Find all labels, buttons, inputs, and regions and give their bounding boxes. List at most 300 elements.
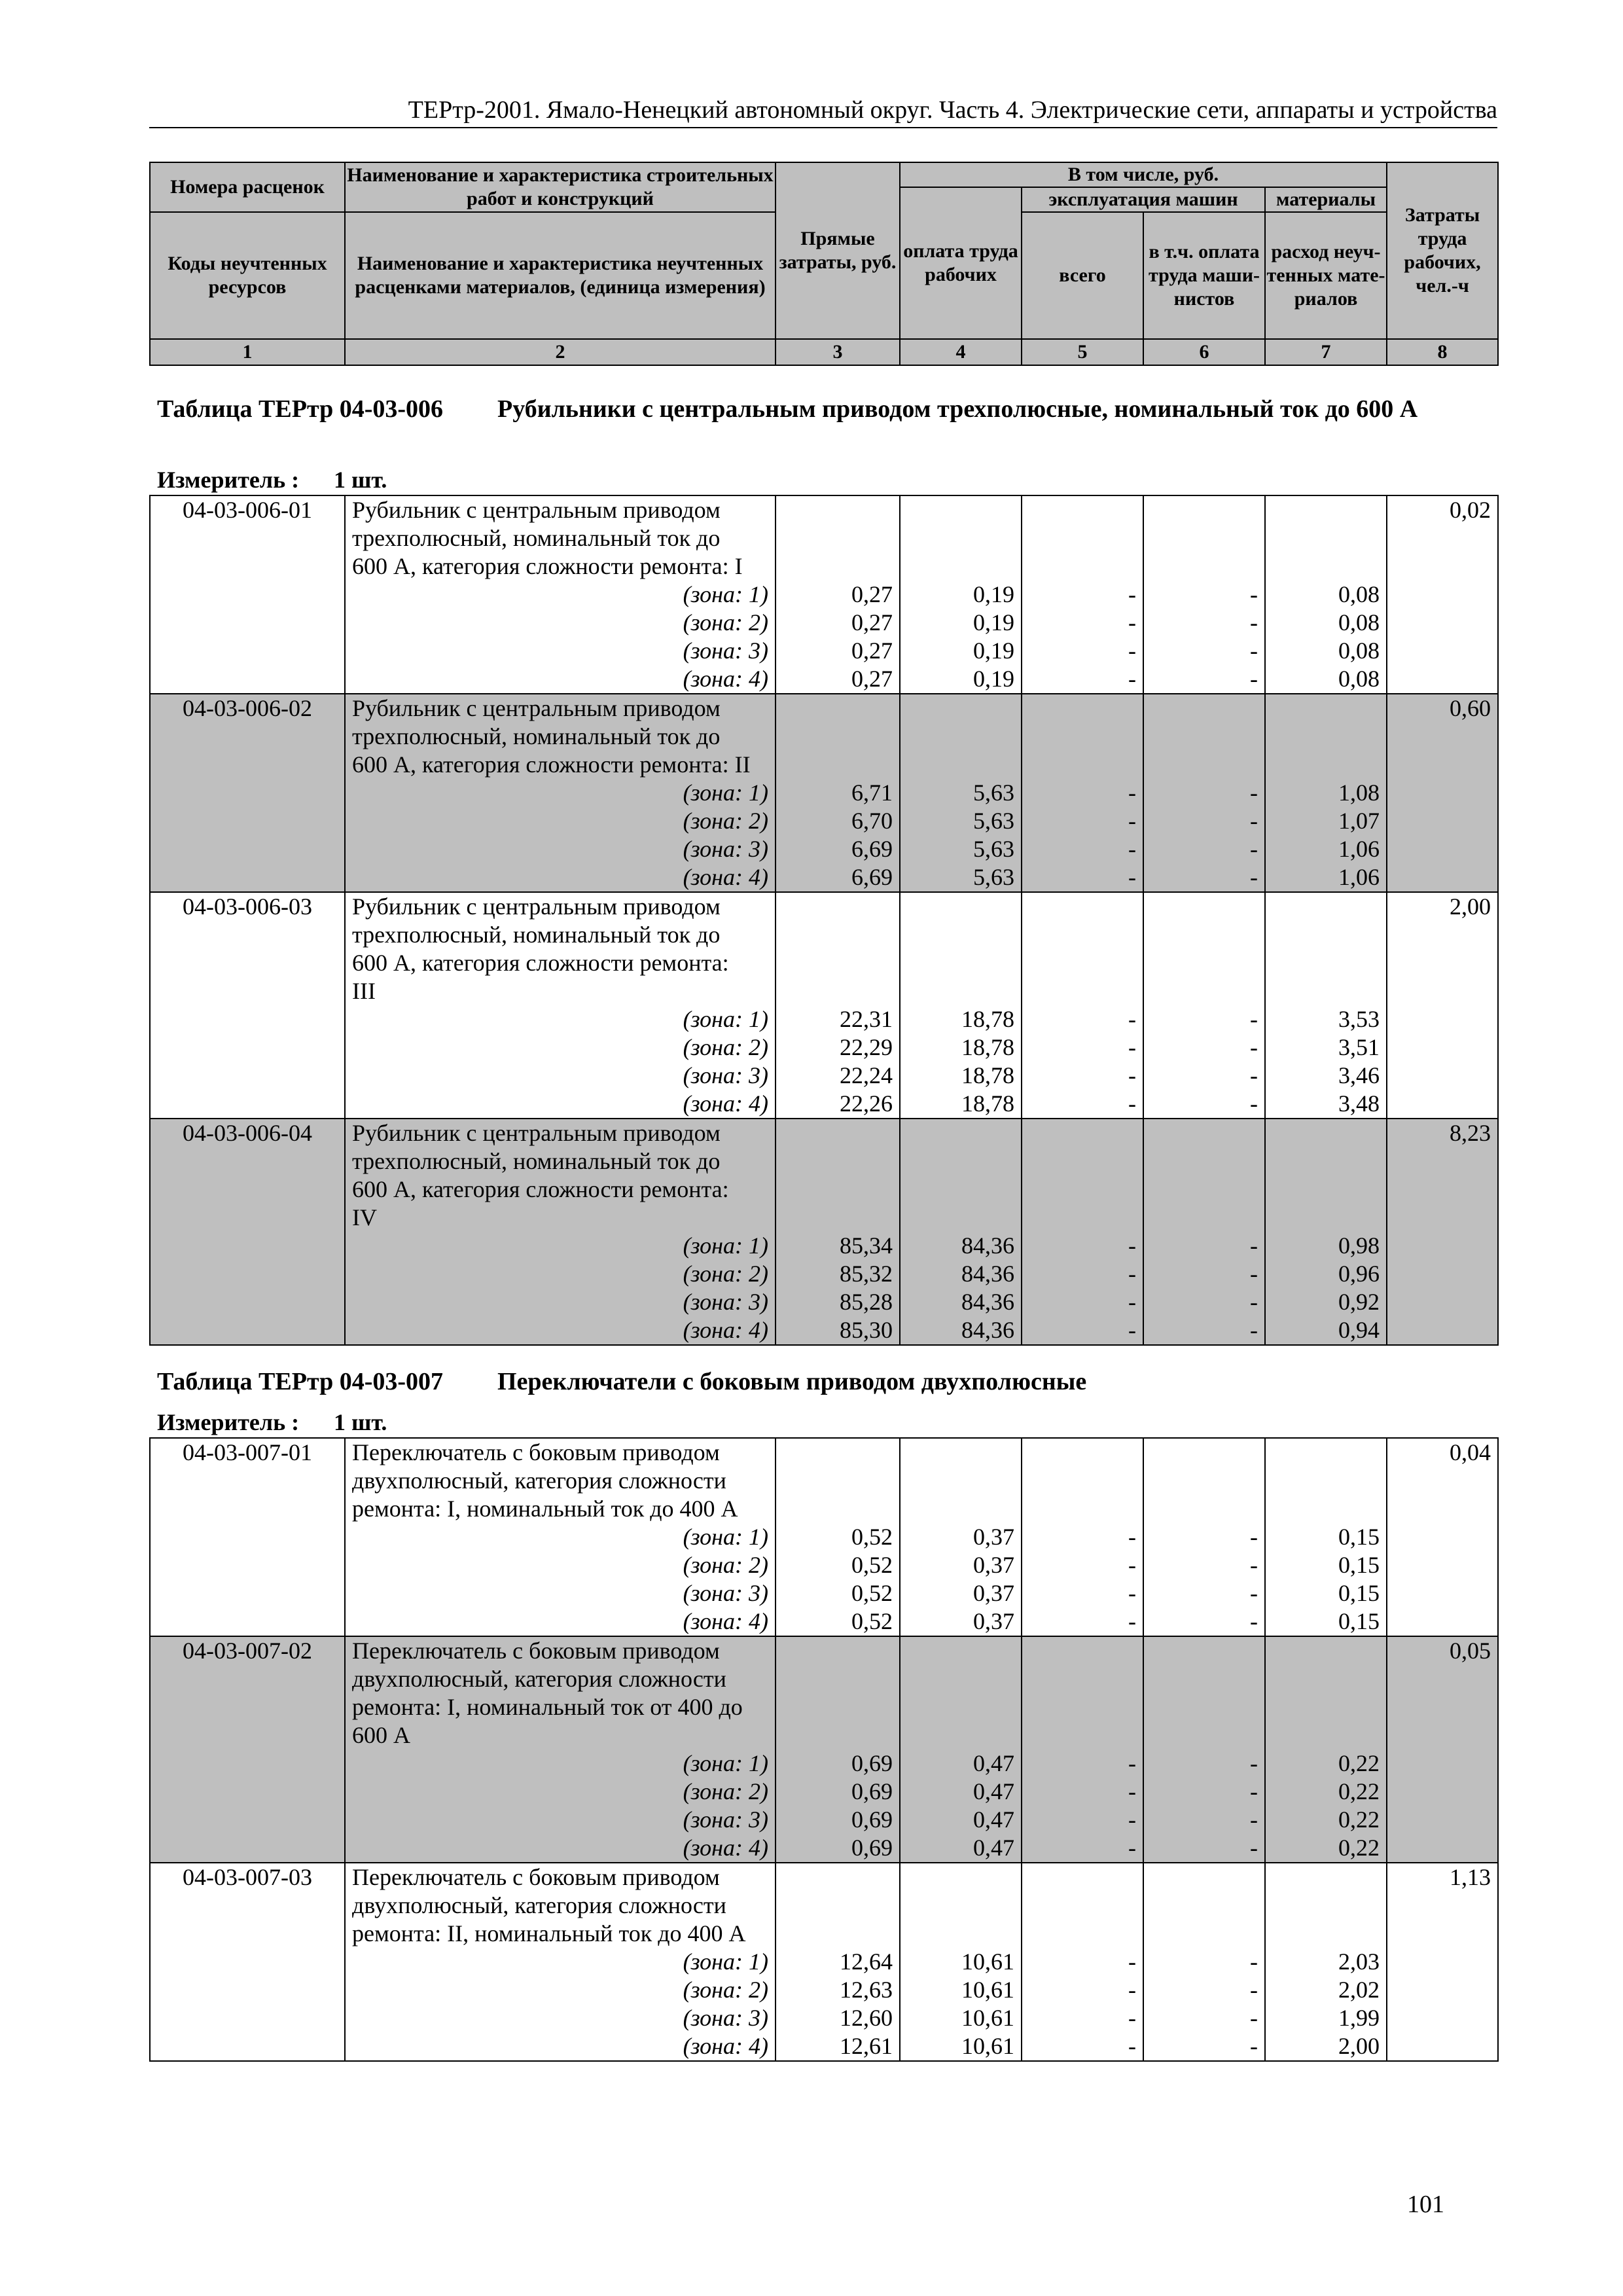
machines-total-values [1022, 495, 1143, 694]
zone-value: 0,69 [851, 1806, 893, 1833]
header-col-number: 3 [776, 339, 900, 365]
zone-value: - [1250, 1090, 1258, 1117]
description-line: двухполюсный, категория сложности [352, 1892, 726, 1918]
zone-value: - [1128, 1317, 1136, 1343]
labor-value: 2,00 [1450, 893, 1491, 920]
rate-row [150, 1438, 1498, 1636]
description-line: 600 А, категория сложности ремонта: [352, 950, 729, 976]
description-line: 600 А, категория сложности ремонта: [352, 1176, 729, 1202]
rate-row [150, 495, 1498, 694]
zone-value: 0,15 [1338, 1608, 1380, 1634]
zone-value: 6,69 [851, 864, 893, 890]
zone-label: (зона: 2) [683, 808, 768, 834]
rate-description [345, 1636, 776, 1863]
zone-value: 6,70 [851, 808, 893, 834]
zone-value: 0,37 [973, 1580, 1014, 1606]
zone-value: - [1250, 1608, 1258, 1634]
zone-value: - [1250, 637, 1258, 664]
zone-label: (зона: 4) [683, 1608, 768, 1634]
worker-wages-values [900, 1863, 1022, 2061]
header-resource-codes: Коды неучтенных ресурсов [150, 212, 345, 339]
rate-code: 04-03-007-01 [150, 1438, 345, 1636]
zone-value: 22,24 [840, 1062, 893, 1088]
zone-value: 2,03 [1338, 1948, 1380, 1975]
zone-label: (зона: 4) [683, 666, 768, 692]
zone-value: 0,08 [1338, 581, 1380, 607]
labor-value: 0,05 [1450, 1638, 1491, 1664]
zone-value: 3,51 [1338, 1034, 1380, 1060]
header-worker-wages: оплата труда рабочих [900, 187, 1022, 339]
zone-value: 0,19 [973, 609, 1014, 636]
zone-value: - [1128, 1778, 1136, 1804]
zone-value: - [1250, 1806, 1258, 1833]
machinist-wages-values [1143, 694, 1265, 892]
zone-value: - [1250, 666, 1258, 692]
zone-value: 84,36 [961, 1261, 1014, 1287]
description-line: Рубильник с центральным приводом [352, 893, 721, 920]
description-line: трехполюсный, номинальный ток до [352, 1148, 721, 1174]
zone-value: 0,69 [851, 1778, 893, 1804]
materials-values [1265, 1438, 1387, 1636]
zone-value: 10,61 [961, 2033, 1014, 2059]
direct-costs-values [776, 694, 900, 892]
zone-value: 18,78 [961, 1034, 1014, 1060]
zone-value: - [1250, 836, 1258, 862]
rate-code: 04-03-006-03 [150, 892, 345, 1119]
zone-value: 0,27 [851, 581, 893, 607]
zone-value: 10,61 [961, 1977, 1014, 2003]
zone-value: 22,31 [840, 1006, 893, 1032]
machines-total-values [1022, 1636, 1143, 1863]
table-title [157, 1367, 1492, 1397]
zone-value: - [1128, 1750, 1136, 1776]
zone-value: 0,22 [1338, 1835, 1380, 1861]
description-line: 600 А [352, 1722, 410, 1748]
zone-value: - [1250, 1261, 1258, 1287]
description-line: 600 А, категория сложности ремонта: II [352, 751, 751, 778]
description-line: Переключатель с боковым приводом [352, 1439, 720, 1465]
zone-label: (зона: 3) [683, 1062, 768, 1088]
zone-value: - [1128, 1261, 1136, 1287]
zone-value: - [1128, 1977, 1136, 2003]
zone-value: 84,36 [961, 1232, 1014, 1259]
direct-costs-values [776, 1636, 900, 1863]
zone-value: - [1250, 1524, 1258, 1550]
description-line: трехполюсный, номинальный ток до [352, 525, 721, 551]
description-line: ремонта: I, номинальный ток от 400 до [352, 1694, 743, 1720]
rate-description [345, 694, 776, 892]
header-machines-total: всего [1022, 212, 1143, 339]
zone-value: 0,15 [1338, 1580, 1380, 1606]
zone-value: 5,63 [973, 836, 1014, 862]
description-line: Рубильник с центральным приводом [352, 497, 721, 523]
zone-value: 2,02 [1338, 1977, 1380, 2003]
materials-values [1265, 1863, 1387, 2061]
zone-value: 18,78 [961, 1062, 1014, 1088]
zone-value: 12,63 [840, 1977, 893, 2003]
zone-value: 0,52 [851, 1608, 893, 1634]
worker-wages-values [900, 694, 1022, 892]
rate-row [150, 892, 1498, 1119]
header-col-number: 5 [1022, 339, 1143, 365]
machines-total-values [1022, 892, 1143, 1119]
zone-label: (зона: 2) [683, 1778, 768, 1804]
materials-values [1265, 495, 1387, 694]
zone-label: (зона: 2) [683, 609, 768, 636]
zone-value: 3,53 [1338, 1006, 1380, 1032]
zone-label: (зона: 3) [683, 1580, 768, 1606]
zone-value: 0,15 [1338, 1552, 1380, 1578]
zone-value: 1,06 [1338, 864, 1380, 890]
zone-label: (зона: 2) [683, 1552, 768, 1578]
table-code: Таблица ТЕРтр 04-03-006 [157, 395, 444, 423]
header-direct-costs: Прямые затраты, руб. [776, 162, 900, 339]
header-including: В том числе, руб. [900, 162, 1387, 187]
zone-value: 10,61 [961, 1948, 1014, 1975]
description-line: Переключатель с боковым приводом [352, 1638, 720, 1664]
zone-value: 0,22 [1338, 1806, 1380, 1833]
rate-description [345, 1863, 776, 2061]
direct-costs-values [776, 892, 900, 1119]
zone-label: (зона: 4) [683, 864, 768, 890]
zone-value: 0,27 [851, 666, 893, 692]
unit-value: 1 шт. [334, 1409, 387, 1435]
labor-value: 0,02 [1450, 497, 1491, 523]
zone-value: 18,78 [961, 1006, 1014, 1032]
machinist-wages-values [1143, 495, 1265, 694]
zone-value: - [1250, 780, 1258, 806]
zone-value: - [1250, 1580, 1258, 1606]
labor-cost-value [1387, 694, 1498, 892]
zone-value: 0,94 [1338, 1317, 1380, 1343]
table-name: Рубильники с центральным приводом трехполюсные, номинальный ток до 600 А [497, 395, 1418, 423]
header-materials: материалы [1265, 187, 1387, 212]
rate-description [345, 495, 776, 694]
description-line: двухполюсный, категория сложности [352, 1467, 726, 1494]
zone-value: - [1128, 1090, 1136, 1117]
zone-value: 12,61 [840, 2033, 893, 2059]
rate-code: 04-03-006-04 [150, 1119, 345, 1345]
zone-value: 3,48 [1338, 1090, 1380, 1117]
zone-value: - [1128, 581, 1136, 607]
zone-value: 85,34 [840, 1232, 893, 1259]
zone-value: 5,63 [973, 780, 1014, 806]
zone-value: 6,71 [851, 780, 893, 806]
zone-value: 3,46 [1338, 1062, 1380, 1088]
machines-total-values [1022, 1863, 1143, 2061]
zone-value: 0,15 [1338, 1524, 1380, 1550]
materials-values [1265, 694, 1387, 892]
zone-value: 22,29 [840, 1034, 893, 1060]
worker-wages-values [900, 1636, 1022, 1863]
header-machine-operation: эксплуатация машин [1022, 187, 1265, 212]
zone-label: (зона: 3) [683, 836, 768, 862]
zone-label: (зона: 3) [683, 637, 768, 664]
rate-code: 04-03-006-01 [150, 495, 345, 694]
zone-label: (зона: 4) [683, 1090, 768, 1117]
zone-value: - [1250, 1977, 1258, 2003]
zone-value: 0,37 [973, 1552, 1014, 1578]
zone-value: 0,19 [973, 637, 1014, 664]
rates-table-04-03-006 [149, 495, 1499, 1346]
zone-value: - [1128, 780, 1136, 806]
description-line: трехполюсный, номинальный ток до [352, 922, 721, 948]
zone-label: (зона: 1) [683, 1232, 768, 1259]
zone-value: 0,19 [973, 581, 1014, 607]
direct-costs-values [776, 1119, 900, 1345]
zone-value: - [1128, 1580, 1136, 1606]
machines-total-values [1022, 1438, 1143, 1636]
zone-value: - [1128, 666, 1136, 692]
zone-label: (зона: 3) [683, 1289, 768, 1315]
zone-value: 18,78 [961, 1090, 1014, 1117]
table-code: Таблица ТЕРтр 04-03-007 [157, 1368, 444, 1395]
zone-value: 1,06 [1338, 836, 1380, 862]
zone-value: 0,37 [973, 1524, 1014, 1550]
labor-value: 8,23 [1450, 1120, 1491, 1146]
header-col-number: 7 [1265, 339, 1387, 365]
zone-value: 1,07 [1338, 808, 1380, 834]
zone-value: - [1128, 2005, 1136, 2031]
zone-value: - [1128, 1289, 1136, 1315]
zone-value: - [1250, 1034, 1258, 1060]
zone-value: 0,47 [973, 1806, 1014, 1833]
zone-value: - [1128, 1948, 1136, 1975]
zone-value: - [1128, 836, 1136, 862]
zone-value: - [1250, 1317, 1258, 1343]
machines-total-values [1022, 694, 1143, 892]
zone-value: 5,63 [973, 808, 1014, 834]
header-labor-costs: Затраты труда рабочих, чел.-ч [1387, 162, 1498, 339]
zone-value: 0,52 [851, 1552, 893, 1578]
rate-description [345, 1119, 776, 1345]
header-work-name: Наименование и характеристика строительных работ и конструкций [345, 162, 776, 212]
zone-label: (зона: 1) [683, 1750, 768, 1776]
rate-code: 04-03-006-02 [150, 694, 345, 892]
labor-cost-value [1387, 1438, 1498, 1636]
zone-value: 12,64 [840, 1948, 893, 1975]
running-head: ТЕРтр-2001. Ямало-Ненецкий автономный округ. Часть 4. Электрические сети, аппараты и устройства [149, 96, 1497, 128]
zone-value: 85,30 [840, 1317, 893, 1343]
labor-value: 0,60 [1450, 695, 1491, 721]
zone-value: - [1128, 1552, 1136, 1578]
zone-value: - [1250, 864, 1258, 890]
zone-value: 1,08 [1338, 780, 1380, 806]
labor-value: 1,13 [1450, 1864, 1491, 1890]
zone-value: - [1128, 1524, 1136, 1550]
unit-of-measure [157, 1409, 387, 1435]
zone-value: 0,96 [1338, 1261, 1380, 1287]
zone-value: - [1128, 864, 1136, 890]
zone-value: - [1250, 1232, 1258, 1259]
direct-costs-values [776, 1863, 900, 2061]
rate-row [150, 1636, 1498, 1863]
zone-value: - [1128, 2033, 1136, 2059]
zone-value: - [1128, 1806, 1136, 1833]
zone-label: (зона: 4) [683, 1317, 768, 1343]
machines-total-values [1022, 1119, 1143, 1345]
zone-value: - [1128, 1232, 1136, 1259]
header-rate-numbers: Номера расценок [150, 162, 345, 212]
zone-value: 0,37 [973, 1608, 1014, 1634]
zone-value: 0,22 [1338, 1750, 1380, 1776]
zone-label: (зона: 3) [683, 1806, 768, 1833]
zone-value: 0,69 [851, 1750, 893, 1776]
column-header-table [149, 162, 1499, 366]
zone-value: - [1128, 1062, 1136, 1088]
zone-label: (зона: 1) [683, 780, 768, 806]
zone-value: - [1128, 1034, 1136, 1060]
zone-value: - [1250, 609, 1258, 636]
zone-value: - [1128, 1006, 1136, 1032]
labor-cost-value [1387, 1863, 1498, 2061]
rate-description [345, 1438, 776, 1636]
rate-row [150, 1863, 1498, 2061]
zone-value: - [1250, 1778, 1258, 1804]
zone-value: 0,69 [851, 1835, 893, 1861]
description-line: 600 А, категория сложности ремонта: I [352, 553, 743, 579]
worker-wages-values [900, 892, 1022, 1119]
zone-value: - [1250, 1835, 1258, 1861]
header-col-number: 6 [1143, 339, 1265, 365]
zone-label: (зона: 1) [683, 1006, 768, 1032]
zone-label: (зона: 3) [683, 2005, 768, 2031]
zone-label: (зона: 1) [683, 1524, 768, 1550]
worker-wages-values [900, 1119, 1022, 1345]
zone-value: 0,22 [1338, 1778, 1380, 1804]
zone-value: 1,99 [1338, 2005, 1380, 2031]
zone-value: - [1250, 1289, 1258, 1315]
zone-value: 0,27 [851, 609, 893, 636]
unit-label: Измеритель : [157, 467, 300, 493]
labor-cost-value [1387, 1636, 1498, 1863]
description-line: ремонта: II, номинальный ток до 400 А [352, 1920, 746, 1946]
unit-of-measure [157, 467, 387, 493]
description-line: Переключатель с боковым приводом [352, 1864, 720, 1890]
unit-label: Измеритель : [157, 1409, 300, 1435]
zone-value: - [1250, 1552, 1258, 1578]
zone-label: (зона: 2) [683, 1977, 768, 2003]
zone-value: - [1250, 1750, 1258, 1776]
header-col-number: 8 [1387, 339, 1498, 365]
zone-value: 85,28 [840, 1289, 893, 1315]
rates-table-04-03-007 [149, 1437, 1499, 2062]
zone-value: 12,60 [840, 2005, 893, 2031]
zone-value: - [1250, 1006, 1258, 1032]
header-material-consumption: расход неуч-тенных мате-риалов [1265, 212, 1387, 339]
labor-cost-value [1387, 892, 1498, 1119]
zone-value: 0,08 [1338, 609, 1380, 636]
zone-value: - [1128, 637, 1136, 664]
zone-value: 10,61 [961, 2005, 1014, 2031]
materials-values [1265, 1119, 1387, 1345]
header-col-number: 4 [900, 339, 1022, 365]
labor-cost-value [1387, 1119, 1498, 1345]
rate-code: 04-03-007-03 [150, 1863, 345, 2061]
zone-value: 0,92 [1338, 1289, 1380, 1315]
unit-value: 1 шт. [334, 467, 387, 493]
header-machinist-wages: в т.ч. оплата труда маши-нистов [1143, 212, 1265, 339]
header-col-number: 2 [345, 339, 776, 365]
zone-value: 5,63 [973, 864, 1014, 890]
machinist-wages-values [1143, 892, 1265, 1119]
zone-value: 0,47 [973, 1778, 1014, 1804]
description-line: III [352, 978, 376, 1004]
rate-code: 04-03-007-02 [150, 1636, 345, 1863]
zone-label: (зона: 1) [683, 1948, 768, 1975]
table-name: Переключатели с боковым приводом двухполюсные [497, 1368, 1087, 1395]
machinist-wages-values [1143, 1636, 1265, 1863]
zone-value: 0,52 [851, 1524, 893, 1550]
zone-value: 85,32 [840, 1261, 893, 1287]
zone-value: 6,69 [851, 836, 893, 862]
direct-costs-values [776, 1438, 900, 1636]
zone-value: 22,26 [840, 1090, 893, 1117]
header-material-name: Наименование и характеристика неучтенных расценками материалов, (единица измерения) [345, 212, 776, 339]
zone-value: 84,36 [961, 1289, 1014, 1315]
description-line: Рубильник с центральным приводом [352, 695, 721, 721]
zone-label: (зона: 2) [683, 1261, 768, 1287]
description-line: IV [352, 1204, 377, 1230]
materials-values [1265, 892, 1387, 1119]
zone-value: 0,19 [973, 666, 1014, 692]
description-line: двухполюсный, категория сложности [352, 1666, 726, 1692]
machinist-wages-values [1143, 1119, 1265, 1345]
page-number: 101 [1407, 2191, 1444, 2218]
zone-value: 0,27 [851, 637, 893, 664]
zone-value: - [1128, 1835, 1136, 1861]
labor-value: 0,04 [1450, 1439, 1491, 1465]
zone-value: - [1128, 808, 1136, 834]
zone-value: 0,52 [851, 1580, 893, 1606]
description-line: трехполюсный, номинальный ток до [352, 723, 721, 749]
zone-value: - [1250, 1948, 1258, 1975]
materials-values [1265, 1636, 1387, 1863]
zone-value: - [1128, 609, 1136, 636]
zone-value: 2,00 [1338, 2033, 1380, 2059]
direct-costs-values [776, 495, 900, 694]
zone-value: 0,47 [973, 1835, 1014, 1861]
zone-value: 84,36 [961, 1317, 1014, 1343]
zone-value: 0,98 [1338, 1232, 1380, 1259]
description-line: ремонта: I, номинальный ток до 400 А [352, 1496, 738, 1522]
zone-value: - [1250, 808, 1258, 834]
description-line: Рубильник с центральным приводом [352, 1120, 721, 1146]
zone-value: - [1250, 1062, 1258, 1088]
table-title [157, 394, 1492, 424]
zone-value: - [1250, 2033, 1258, 2059]
zone-value: 0,08 [1338, 666, 1380, 692]
rate-description [345, 892, 776, 1119]
machinist-wages-values [1143, 1863, 1265, 2061]
zone-label: (зона: 1) [683, 581, 768, 607]
rate-row [150, 1119, 1498, 1345]
zone-value: - [1250, 2005, 1258, 2031]
zone-value: - [1128, 1608, 1136, 1634]
header-col-number: 1 [150, 339, 345, 365]
zone-label: (зона: 4) [683, 1835, 768, 1861]
zone-label: (зона: 4) [683, 2033, 768, 2059]
zone-value: - [1250, 581, 1258, 607]
rate-row [150, 694, 1498, 892]
labor-cost-value [1387, 495, 1498, 694]
worker-wages-values [900, 1438, 1022, 1636]
machinist-wages-values [1143, 1438, 1265, 1636]
zone-label: (зона: 2) [683, 1034, 768, 1060]
zone-value: 0,08 [1338, 637, 1380, 664]
zone-value: 0,47 [973, 1750, 1014, 1776]
worker-wages-values [900, 495, 1022, 694]
